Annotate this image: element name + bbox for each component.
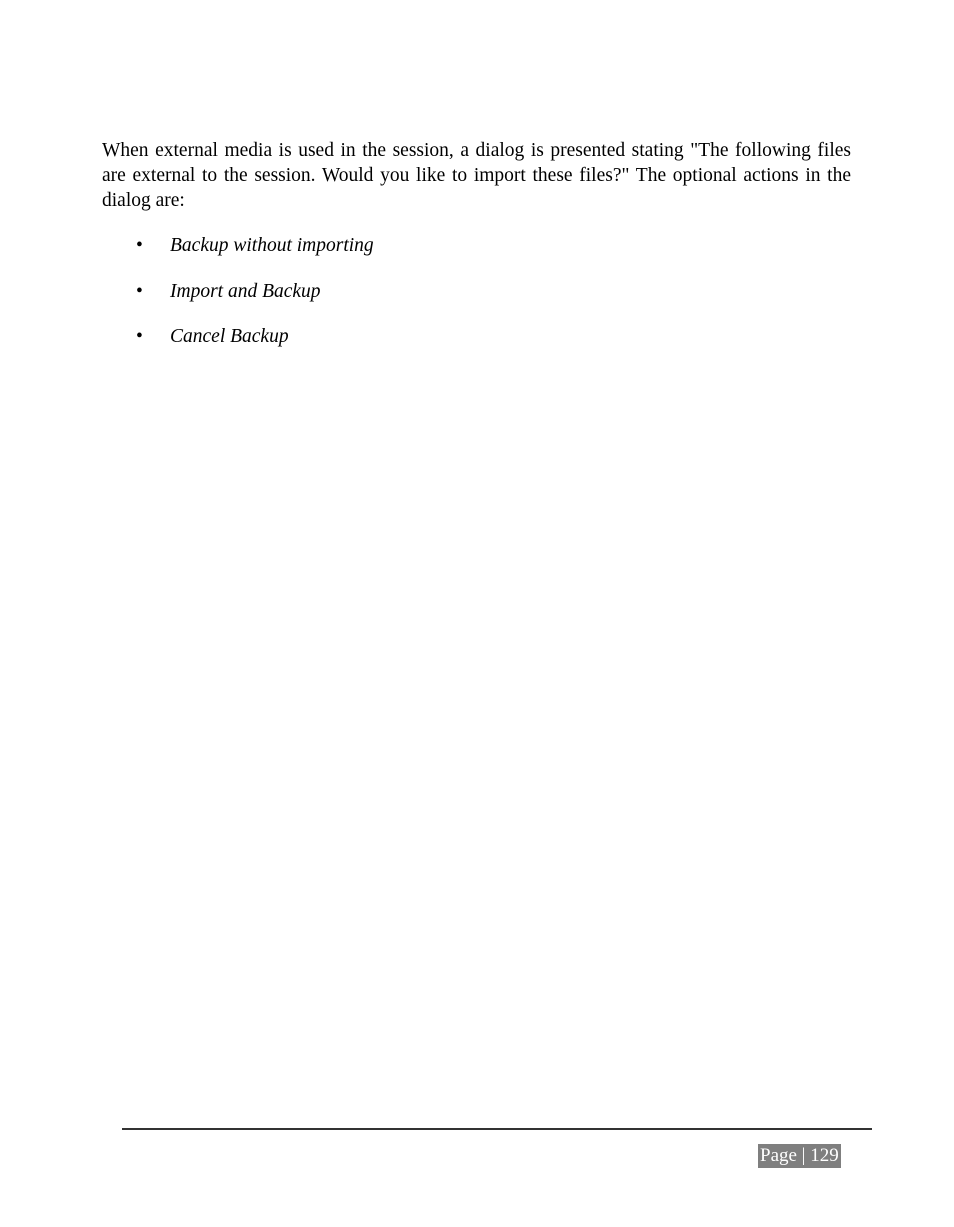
bullet-icon: • (136, 280, 143, 302)
bullet-icon: • (136, 235, 143, 256)
option-cancel-backup: Cancel Backup (170, 326, 289, 347)
option-backup-without-importing: Backup without importing (170, 235, 374, 256)
option-import-and-backup: Import and Backup (170, 280, 321, 302)
body-paragraph: When external media is used in the session, a dialog is presented stating "The following files are external to the session. Would you like to import these files?" The optional actions in the dialog are: (102, 140, 851, 211)
footer-divider (122, 1128, 872, 1130)
page-number: Page | 129 (760, 1145, 839, 1166)
bullet-icon: • (136, 326, 143, 347)
